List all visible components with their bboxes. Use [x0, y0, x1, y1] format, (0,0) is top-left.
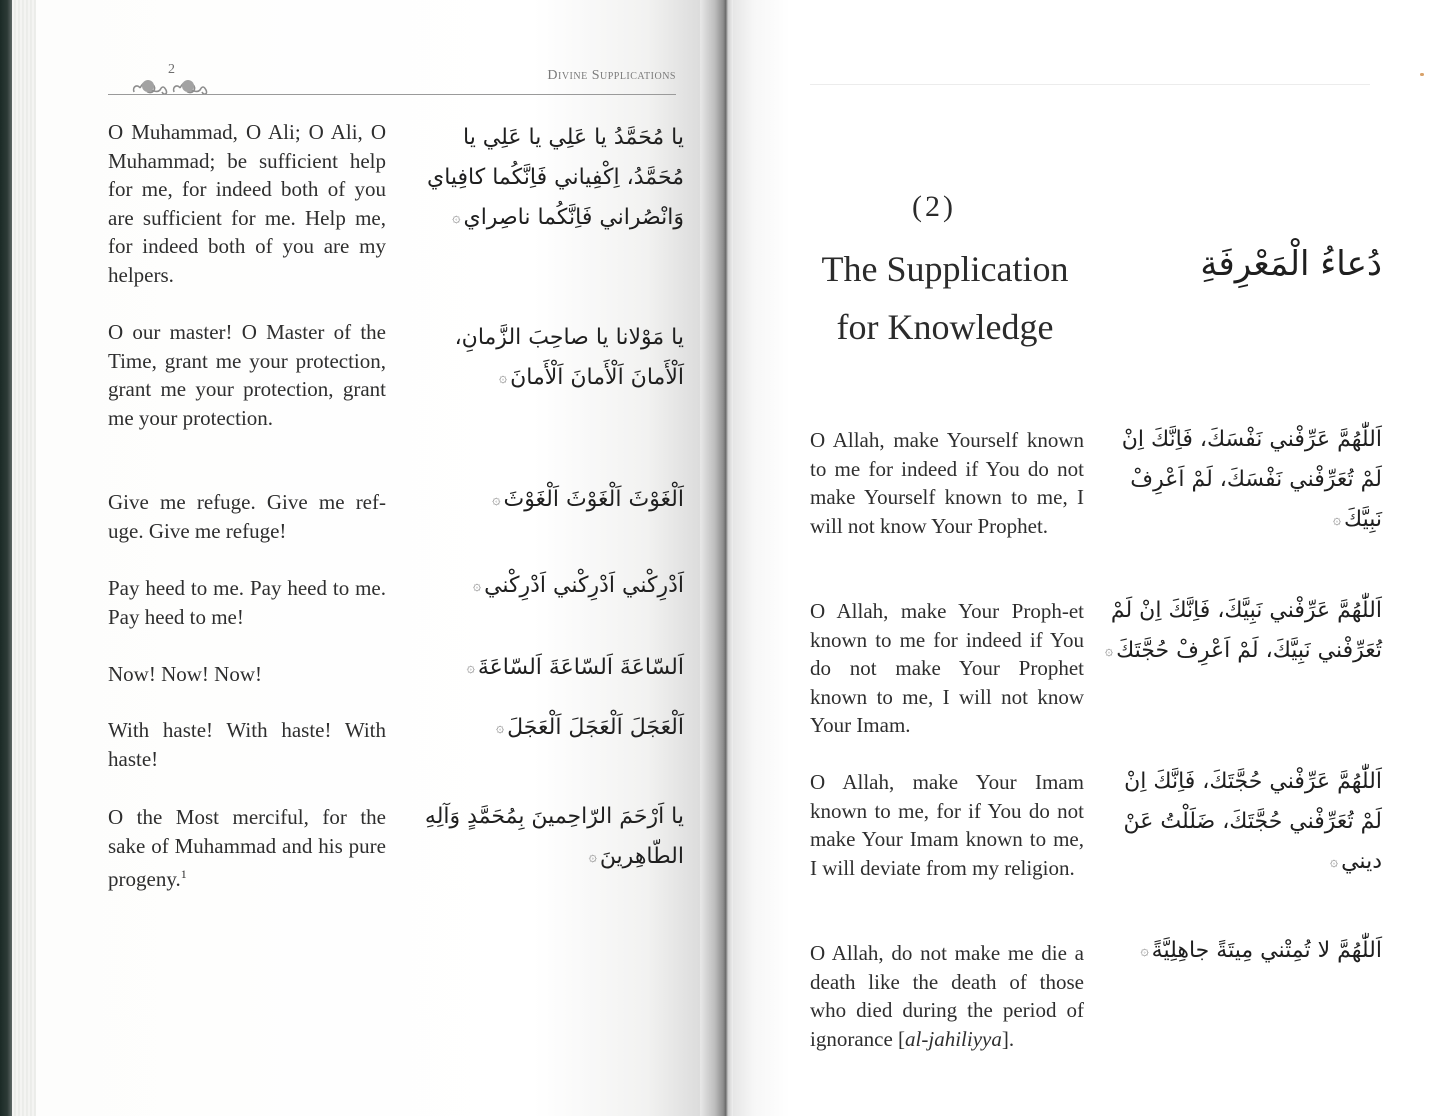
verse-pair: [108, 655, 688, 700]
floral-ornament-icon: [130, 72, 220, 96]
verse-arabic: اَدْرِكْني اَدْرِكْني اَدْرِكْني۞: [400, 566, 684, 606]
verse-arabic: اَللّٰهُمَّ لا تُمِتْني مِيتَةً جاهِلِيَّةً۞: [1100, 931, 1382, 971]
header-rule: [108, 94, 676, 95]
verse-english: O Muhammad, O Ali; O Ali, O Muhammad; be sufficient help for me, for indeed both of you are sufficient for me. Help me, for indeed both of you are my helpers.: [108, 120, 386, 287]
verse-arabic: يا مُحَمَّدُ يا عَلِي يا عَلِي يا مُحَمَّدُ، اِكْفِياني فَاِنَّكُما كافِياي وَانْصُراني فَاِنَّكُما ناصِراي۞: [400, 118, 684, 238]
verse-english: O Allah, make Your Proph-et known to me for indeed if You do not make Your Prophet known to me, I will not know Your Imam.: [810, 599, 1084, 738]
verse-english: Give me refuge. Give me ref-uge. Give me refuge!: [108, 490, 386, 543]
verse-pair: [108, 716, 688, 776]
verse-english: Pay heed to me. Pay heed to me. Pay heed to me!: [108, 576, 386, 629]
verse-pair: [108, 574, 688, 634]
verse-end-rosette-icon: ۞: [1332, 512, 1342, 528]
verse-english: O the Most merciful, for the sake of Muhammad and his pure progeny.$^1$: [108, 805, 386, 892]
verse-pair: [810, 597, 1385, 747]
verse-english: O Allah, make Yourself known to me for indeed if You do not make Yourself known to me, I will not know Your Prophet.: [810, 428, 1084, 538]
page-stack-edge: [12, 0, 36, 1116]
verse-arabic: اَلْغَوْثَ اَلْغَوْثَ اَلْغَوْثَ۞: [400, 480, 684, 520]
verse-end-rosette-icon: ۞: [1104, 643, 1114, 659]
verse-end-rosette-icon: ۞: [472, 578, 482, 594]
verse-pair: [108, 488, 688, 548]
paper-speck: [1420, 73, 1424, 76]
verse-pair: [810, 426, 1385, 576]
verse-arabic: اَللّٰهُمَّ عَرِّفْني حُجَّتَكَ، فَاِنَّكَ اِنْ لَمْ تُعَرِّفْني حُجَّتَكَ، ضَلَلْتُ عَنْ ديني۞: [1100, 762, 1382, 882]
verse-english: With haste! With haste! With haste!: [108, 718, 386, 771]
verse-end-rosette-icon: ۞: [495, 720, 505, 736]
verse-english: O our master! O Master of the Time, grant me your protection, grant me your protection, grant me your protection.: [108, 320, 386, 430]
verse-pair: [108, 803, 688, 903]
verse-end-rosette-icon: ۞: [1140, 943, 1149, 959]
verse-english: O Allah, make Your Imam known to me, for if You do not make Your Imam known to me, I will deviate from my religion.: [810, 770, 1084, 880]
verse-end-rosette-icon: ۞: [498, 370, 508, 386]
footnote-marker[interactable]: 1: [180, 867, 187, 882]
verse-end-rosette-icon: ۞: [452, 210, 461, 226]
verse-pair: [810, 768, 1385, 918]
verse-end-rosette-icon: ۞: [1329, 854, 1339, 870]
book-gutter: [700, 0, 733, 1116]
verse-pair: [108, 318, 688, 468]
verse-arabic: اَللّٰهُمَّ عَرِّفْني نَبِيَّكَ، فَاِنَّكَ اِنْ لَمْ تُعَرِّفْني نَبِيَّكَ، لَمْ اَعْرِفْ حُجَّتَكَ۞: [1100, 591, 1382, 671]
chapter-number: (2): [912, 190, 956, 223]
running-header: [108, 58, 676, 98]
verse-arabic: يا اَرْحَمَ الرّاحِمينَ بِمُحَمَّدٍ وَآلِهِ الطّاهِرينَ۞: [400, 797, 684, 877]
verse-end-rosette-icon: ۞: [588, 849, 597, 865]
verse-arabic: اَللّٰهُمَّ عَرِّفْني نَفْسَكَ، فَاِنَّكَ اِنْ لَمْ تُعَرِّفْني نَفْسَكَ، لَمْ اَعْرِفْ نَبِيَّكَ۞: [1100, 420, 1382, 540]
verse-arabic: اَلسّاعَةَ اَلسّاعَةَ اَلسّاعَةَ۞: [400, 648, 684, 688]
chapter-title-english: The Supplication for Knowledge: [821, 249, 1069, 347]
chapter-title-arabic: دُعاءُ الْمَعْرِفَةِ: [1200, 244, 1382, 284]
verse-pair: [810, 939, 1385, 1059]
verse-arabic: يا مَوْلانا يا صاحِبَ الزَّمانِ، اَلْأَمانَ اَلْأَمانَ اَلْأَمانَ۞: [400, 318, 684, 398]
verse-english: O Allah, do not make me die a death like the death of those who died during the period of ignorance [al-jahiliyya].: [810, 941, 1084, 1051]
verse-pair: [108, 118, 688, 298]
bleed-through-header-rule: [810, 84, 1370, 85]
book-cover-edge: [0, 0, 12, 1116]
verse-end-rosette-icon: ۞: [492, 492, 501, 508]
running-title: Divine Supplications: [547, 68, 676, 83]
verse-arabic: اَلْعَجَلَ اَلْعَجَلَ اَلْعَجَلَ۞: [400, 708, 684, 748]
verse-english: Now! Now! Now!: [108, 662, 262, 686]
verse-end-rosette-icon: ۞: [466, 660, 475, 676]
page-number: 2: [168, 62, 175, 77]
